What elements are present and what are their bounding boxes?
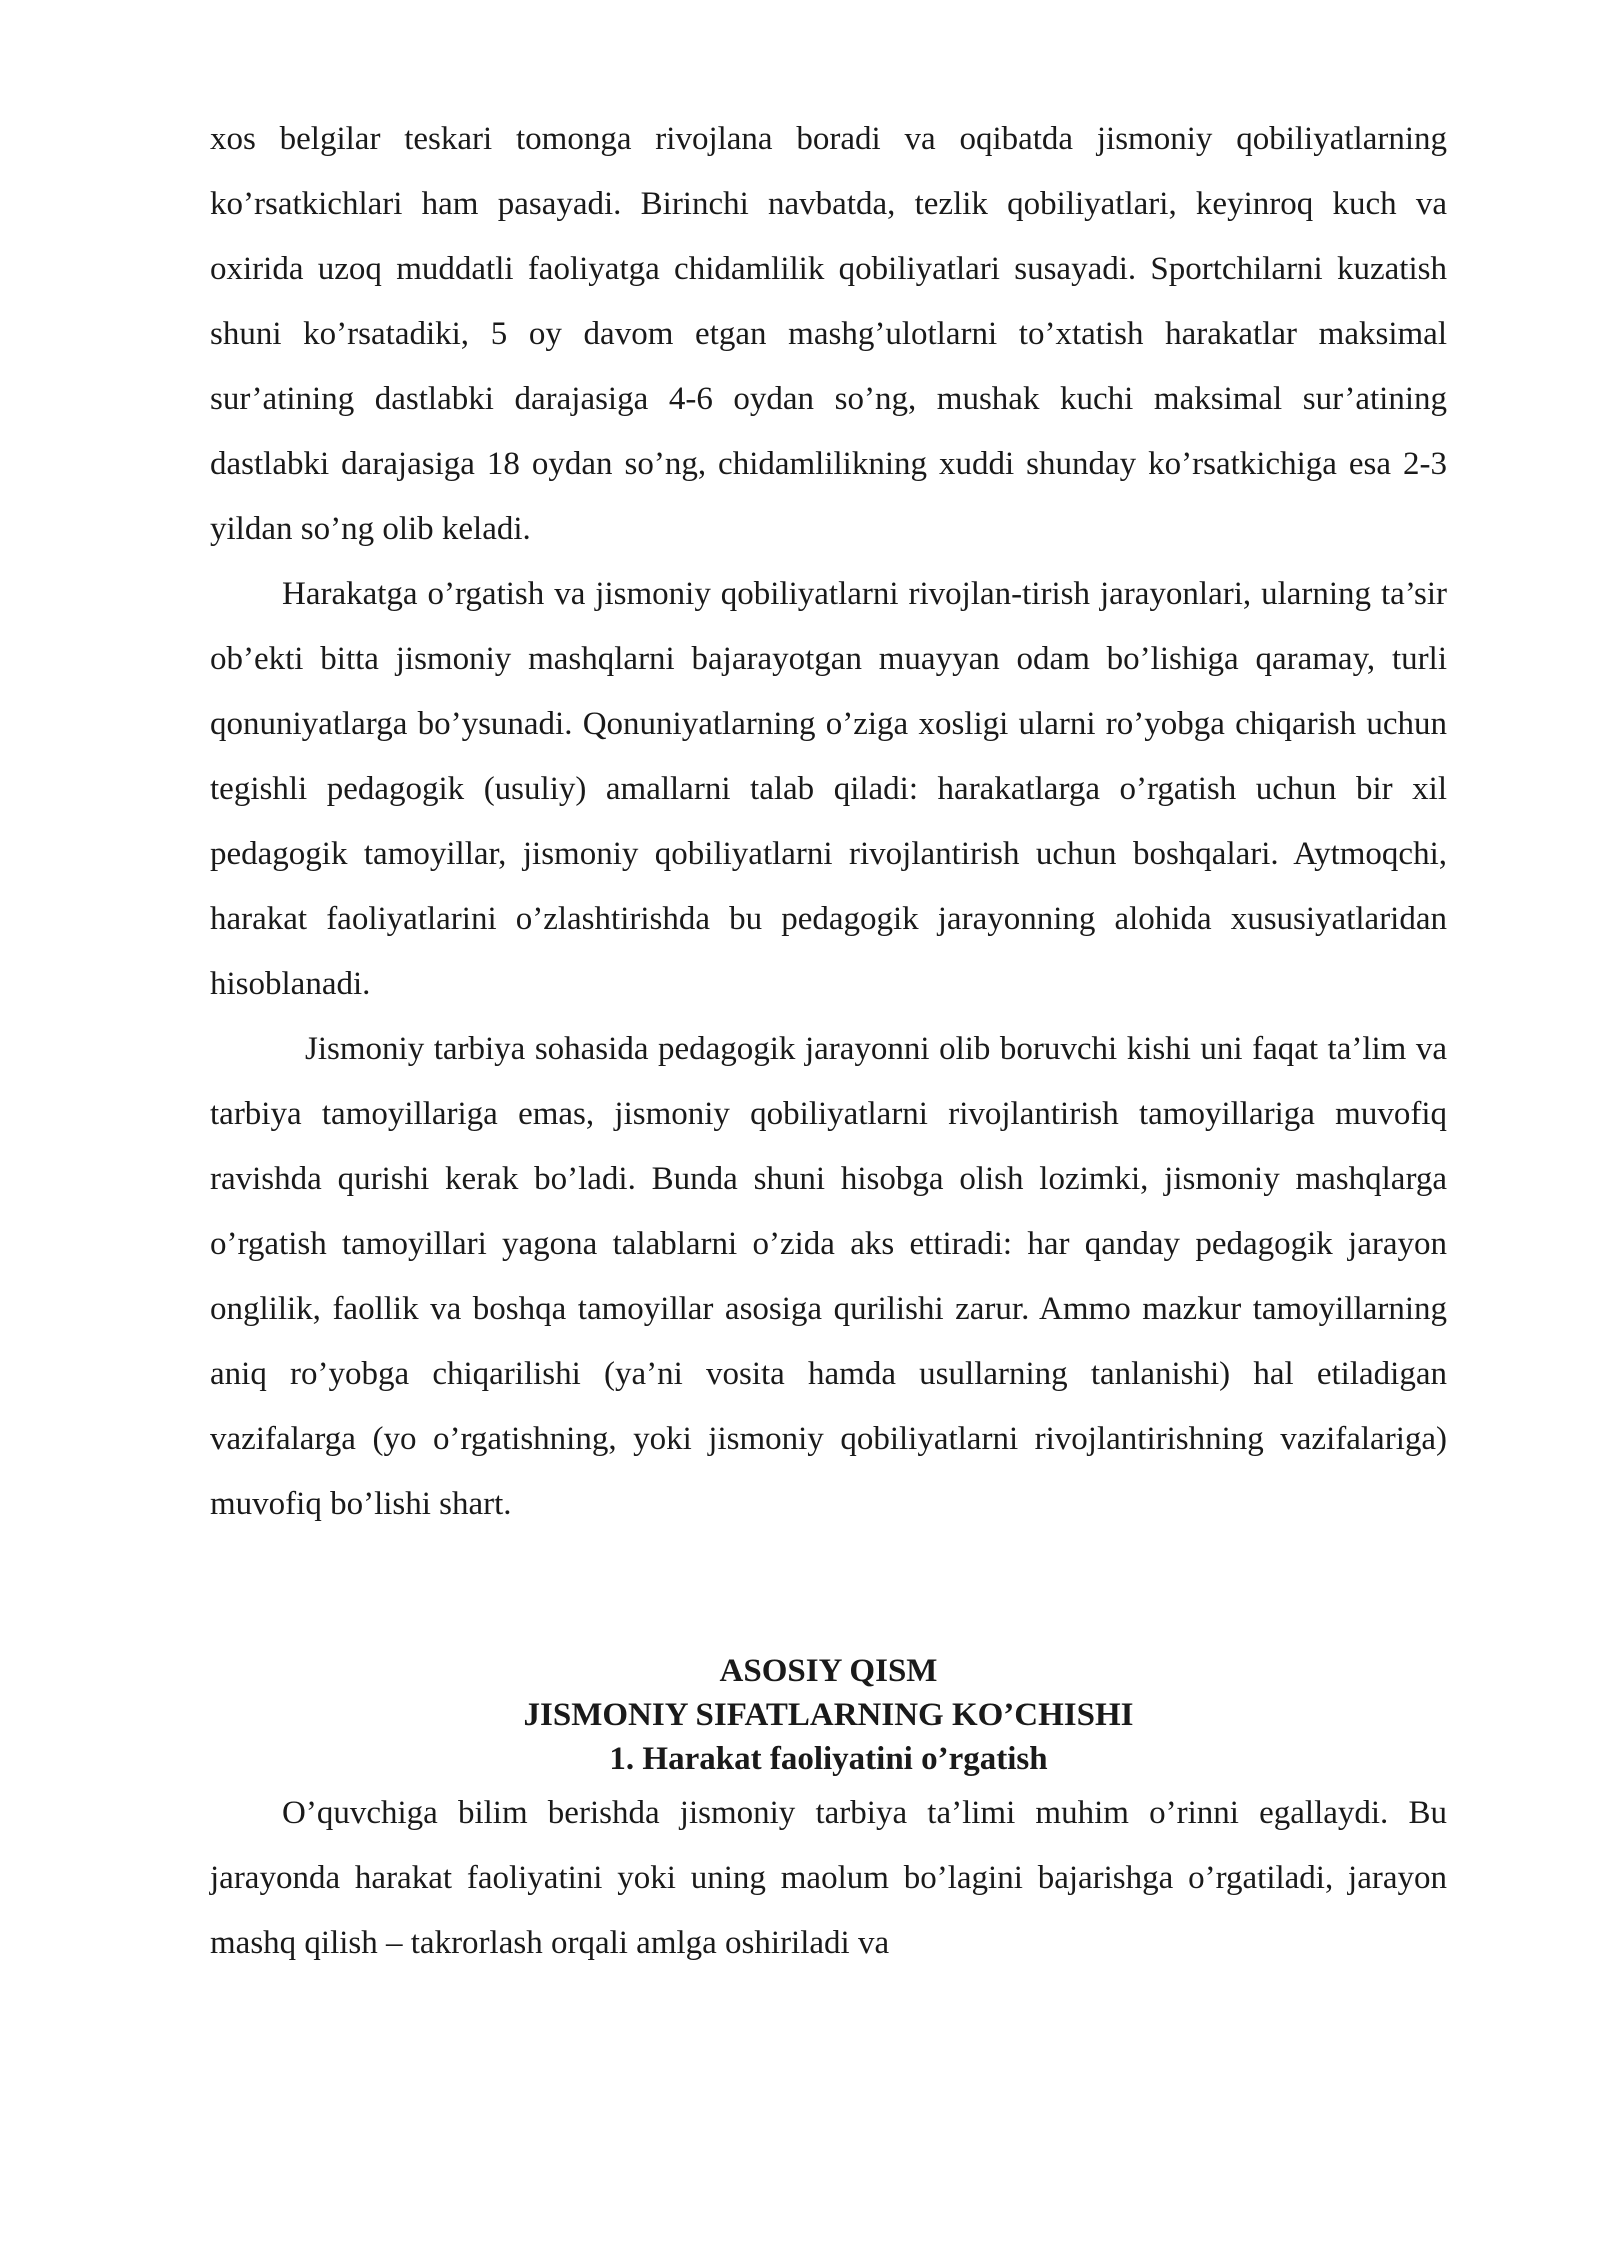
heading-main: ASOSIY QISM [719, 1653, 938, 1689]
heading-section: 1. Harakat faoliyatini o’rgatish [609, 1741, 1048, 1777]
paragraph-4: O’quvchiga bilim berishda jismoniy tarbiya ta’limi muhim o’rinni egallaydi. Bu jarayonda harakat faoliyatini yoki uning maolum bo’lagini bajarishga o’rgatiladi, jarayon mashq qilish – takrorlash orqali amlga oshiriladi va [210, 1795, 1447, 1961]
heading-sub: JISMONIY SIFATLARNING KO’CHISHI [523, 1697, 1134, 1733]
paragraph-1: xos belgilar teskari tomonga rivojlana boradi va oqibatda jismoniy qobiliyatlarning ko’rsatkichlari ham pasayadi. Birinchi navbatda, tezlik qobiliyatlari, keyinroq kuch va oxirida uzoq muddatli faoliyatga chidamlilik qobiliyatlari susayadi. Sportchilarni kuzatish shuni ko’rsatadiki, 5 oy davom etgan mashg’ulotlarni to’xtatish harakatlar maksimal sur’atining dastlabki darajasiga 4-6 oydan so’ng, mushak kuchi maksimal sur’atining dastlabki darajasiga 18 oydan so’ng, chidamlilikning xuddi shunday ko’rsatkichiga esa 2-3 yildan so’ng olib keladi. [210, 121, 1447, 547]
paragraph-2: Harakatga o’rgatish va jismoniy qobiliyatlarni rivojlan-tirish jarayonlari, ularning ta’sir ob’ekti bitta jismoniy mashqlarni bajarayotgan muayyan odam bo’lishiga qaramay, turli qonuniyatlarga bo’ysunadi. Qonuniyatlarning o’ziga xosligi ularni ro’yobga chiqarish uchun tegishli pedagogik (usuliy) amallarni talab qiladi: harakatlarga o’rgatish uchun bir xil pedagogik tamoyillar, jismoniy qobiliyatlarni rivojlantirish uchun boshqalari. Aytmoqchi, harakat faoliyatlarini o’zlashtirishda bu pedagogik jarayonning alohida xususiyatlaridan hisoblanadi. [210, 576, 1447, 1002]
document-page [210, 107, 1447, 1976]
paragraph-3: Jismoniy tarbiya sohasida pedagogik jarayonni olib boruvchi kishi uni faqat ta’lim va tarbiya tamoyillariga emas, jismoniy qobiliyatlarni rivojlantirish tamoyillariga muvofiq ravishda qurishi kerak bo’ladi. Bunda shuni hisobga olish lozimki, jismoniy mashqlarga o’rgatish tamoyillari yagona talablarni o’zida aks ettiradi: har qanday pedagogik jarayon onglilik, faollik va boshqa tamoyillar asosiga qurilishi zarur. Ammo mazkur tamoyillarning aniq ro’yobga chiqarilishi (ya’ni vosita hamda usullarning tanlanishi) hal etiladigan vazifalarga (yo o’rgatishning, yoki jismoniy qobiliyatlarni rivojlantirishning vazifalariga) muvofiq bo’lishi shart. [210, 1031, 1447, 1522]
section-headings [210, 1649, 1447, 1781]
